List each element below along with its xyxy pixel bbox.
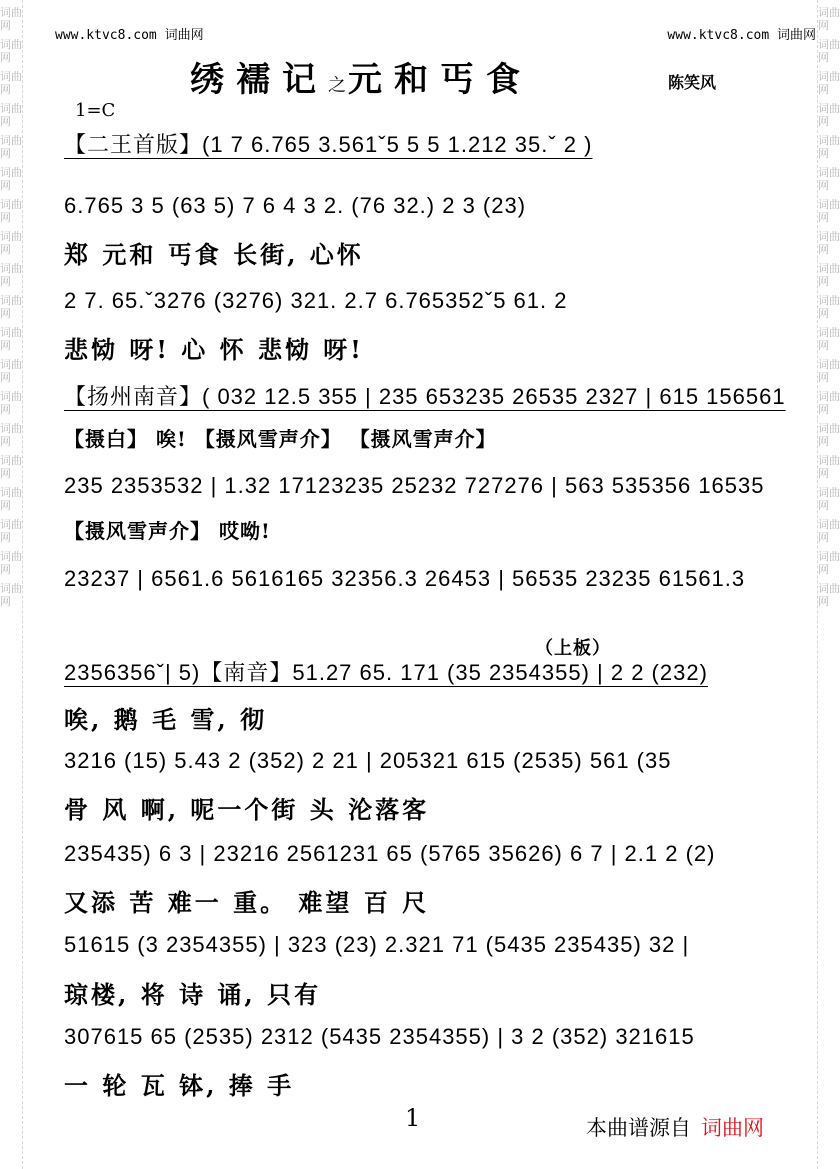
watermark-text: 词曲网: [0, 582, 22, 608]
title-part-1: 绣襦记: [190, 60, 328, 100]
lyrics-line: 骨 风 啊, 呢一个街 头 沦落客: [64, 795, 430, 824]
annotation-line: 【摄风雪声介】 哎呦!: [64, 519, 271, 543]
notation-line: 23237 | 6561.6 5616165 32356.3 26453 | 56535 23235 61561.3: [64, 566, 746, 591]
watermark-text: 词曲网: [818, 6, 840, 32]
lyrics-line: 又添 苦 难一 重。 难望 百 尺: [64, 888, 430, 917]
composer: 陈笑风: [668, 73, 717, 92]
watermark-text: 词曲网: [0, 422, 22, 448]
watermark-text: 词曲网: [0, 454, 22, 480]
annotation-line: 【摄白】 唉! 【摄风雪声介】 【摄风雪声介】: [64, 427, 497, 451]
watermark-text: 词曲网: [0, 550, 22, 576]
source-credit: [586, 1112, 764, 1142]
watermark-text: 词曲网: [818, 198, 840, 224]
watermark-text: 词曲网: [0, 326, 22, 352]
watermark-text: 词曲网: [818, 550, 840, 576]
watermark-text: 词曲网: [0, 518, 22, 544]
notation-line: 235435) 6 3 | 23216 2561231 65 (5765 35626) 6 7 | 2.1 2 (2): [64, 841, 716, 866]
watermark-text: 词曲网: [818, 390, 840, 416]
left-watermark-strip: [0, 0, 23, 1169]
watermark-text: 词曲网: [818, 38, 840, 64]
watermark-text: 词曲网: [818, 422, 840, 448]
watermark-text: 词曲网: [0, 262, 22, 288]
watermark-text: 词曲网: [0, 230, 22, 256]
watermark-text: 词曲网: [0, 166, 22, 192]
notation-line: 6.765 3 5 (63 5) 7 6 4 3 2. (76 32.) 2 3 (23): [64, 193, 527, 218]
watermark-text: 词曲网: [818, 454, 840, 480]
watermark-text: 词曲网: [818, 134, 840, 160]
notation-line: 【扬州南音】( 032 12.5 355 | 235 653235 26535 2327 | 615 156561: [64, 384, 786, 409]
watermark-text: 词曲网: [0, 294, 22, 320]
watermark-text: 词曲网: [818, 326, 840, 352]
lyrics-line: 悲恸 呀! 心 怀 悲恸 呀!: [64, 335, 364, 364]
lyrics-line: 郑 元和 丐食 长街, 心怀: [64, 240, 364, 269]
watermark-text: 词曲网: [0, 6, 22, 32]
watermark-text: 词曲网: [818, 70, 840, 96]
lyrics-line: 一 轮 瓦 钵, 捧 手: [64, 1071, 295, 1100]
watermark-text: 词曲网: [0, 198, 22, 224]
notation-line: 307615 65 (2535) 2312 (5435 2354355) | 3 2 (352) 321615: [64, 1024, 695, 1049]
lyrics-line: 唉, 鹅 毛 雪, 彻: [64, 705, 268, 734]
watermark-text: 词曲网: [818, 230, 840, 256]
watermark-text: 词曲网: [0, 486, 22, 512]
source-label: 本曲谱源自: [586, 1116, 691, 1140]
site-url-left[interactable]: www.ktvc8.com 词曲网: [55, 28, 204, 43]
key-signature: 1=C: [75, 100, 116, 121]
watermark-text: 词曲网: [818, 262, 840, 288]
right-watermark-strip: [817, 0, 840, 1169]
watermark-text: 词曲网: [0, 102, 22, 128]
watermark-text: 词曲网: [0, 358, 22, 384]
page-number: 1: [405, 1104, 421, 1132]
notation-line: 51615 (3 2354355) | 323 (23) 2.321 71 (5435 235435) 32 |: [64, 932, 690, 957]
notation-line: 2356356ˇ| 5)【南音】51.27 65. 171 (35 2354355) | 2 2 (232): [64, 660, 708, 685]
notation-line: 3216 (15) 5.43 2 (352) 2 21 | 205321 615 (2535) 561 (35: [64, 748, 672, 773]
notation-line: 235 2353532 | 1.32 17123235 25232 727276 | 563 535356 16535: [64, 473, 765, 498]
title-connector: 之: [328, 75, 348, 96]
site-url-right[interactable]: www.ktvc8.com 词曲网: [667, 28, 816, 43]
watermark-text: 词曲网: [818, 582, 840, 608]
watermark-text: 词曲网: [818, 518, 840, 544]
notation-line: 【二王首版】(1 7 6.765 3.561ˇ5 5 5 1.212 35.ˇ 2 ): [64, 132, 593, 157]
watermark-text: 词曲网: [0, 38, 22, 64]
watermark-text: 词曲网: [818, 358, 840, 384]
watermark-text: 词曲网: [818, 102, 840, 128]
annotation-line: （上板）: [535, 638, 611, 659]
notation-line: 2 7. 65.ˇ3276 (3276) 321. 2.7 6.765352ˇ5 61. 2: [64, 288, 568, 313]
watermark-text: 词曲网: [818, 294, 840, 320]
watermark-text: 词曲网: [0, 70, 22, 96]
source-brand-link[interactable]: 词曲网: [701, 1116, 764, 1140]
title-part-2: 元和丐食: [348, 60, 532, 100]
watermark-text: 词曲网: [818, 166, 840, 192]
watermark-text: 词曲网: [818, 486, 840, 512]
lyrics-line: 琼楼, 将 诗 诵, 只有: [64, 980, 322, 1009]
watermark-text: 词曲网: [0, 134, 22, 160]
song-title: [190, 52, 532, 101]
watermark-text: 词曲网: [0, 390, 22, 416]
